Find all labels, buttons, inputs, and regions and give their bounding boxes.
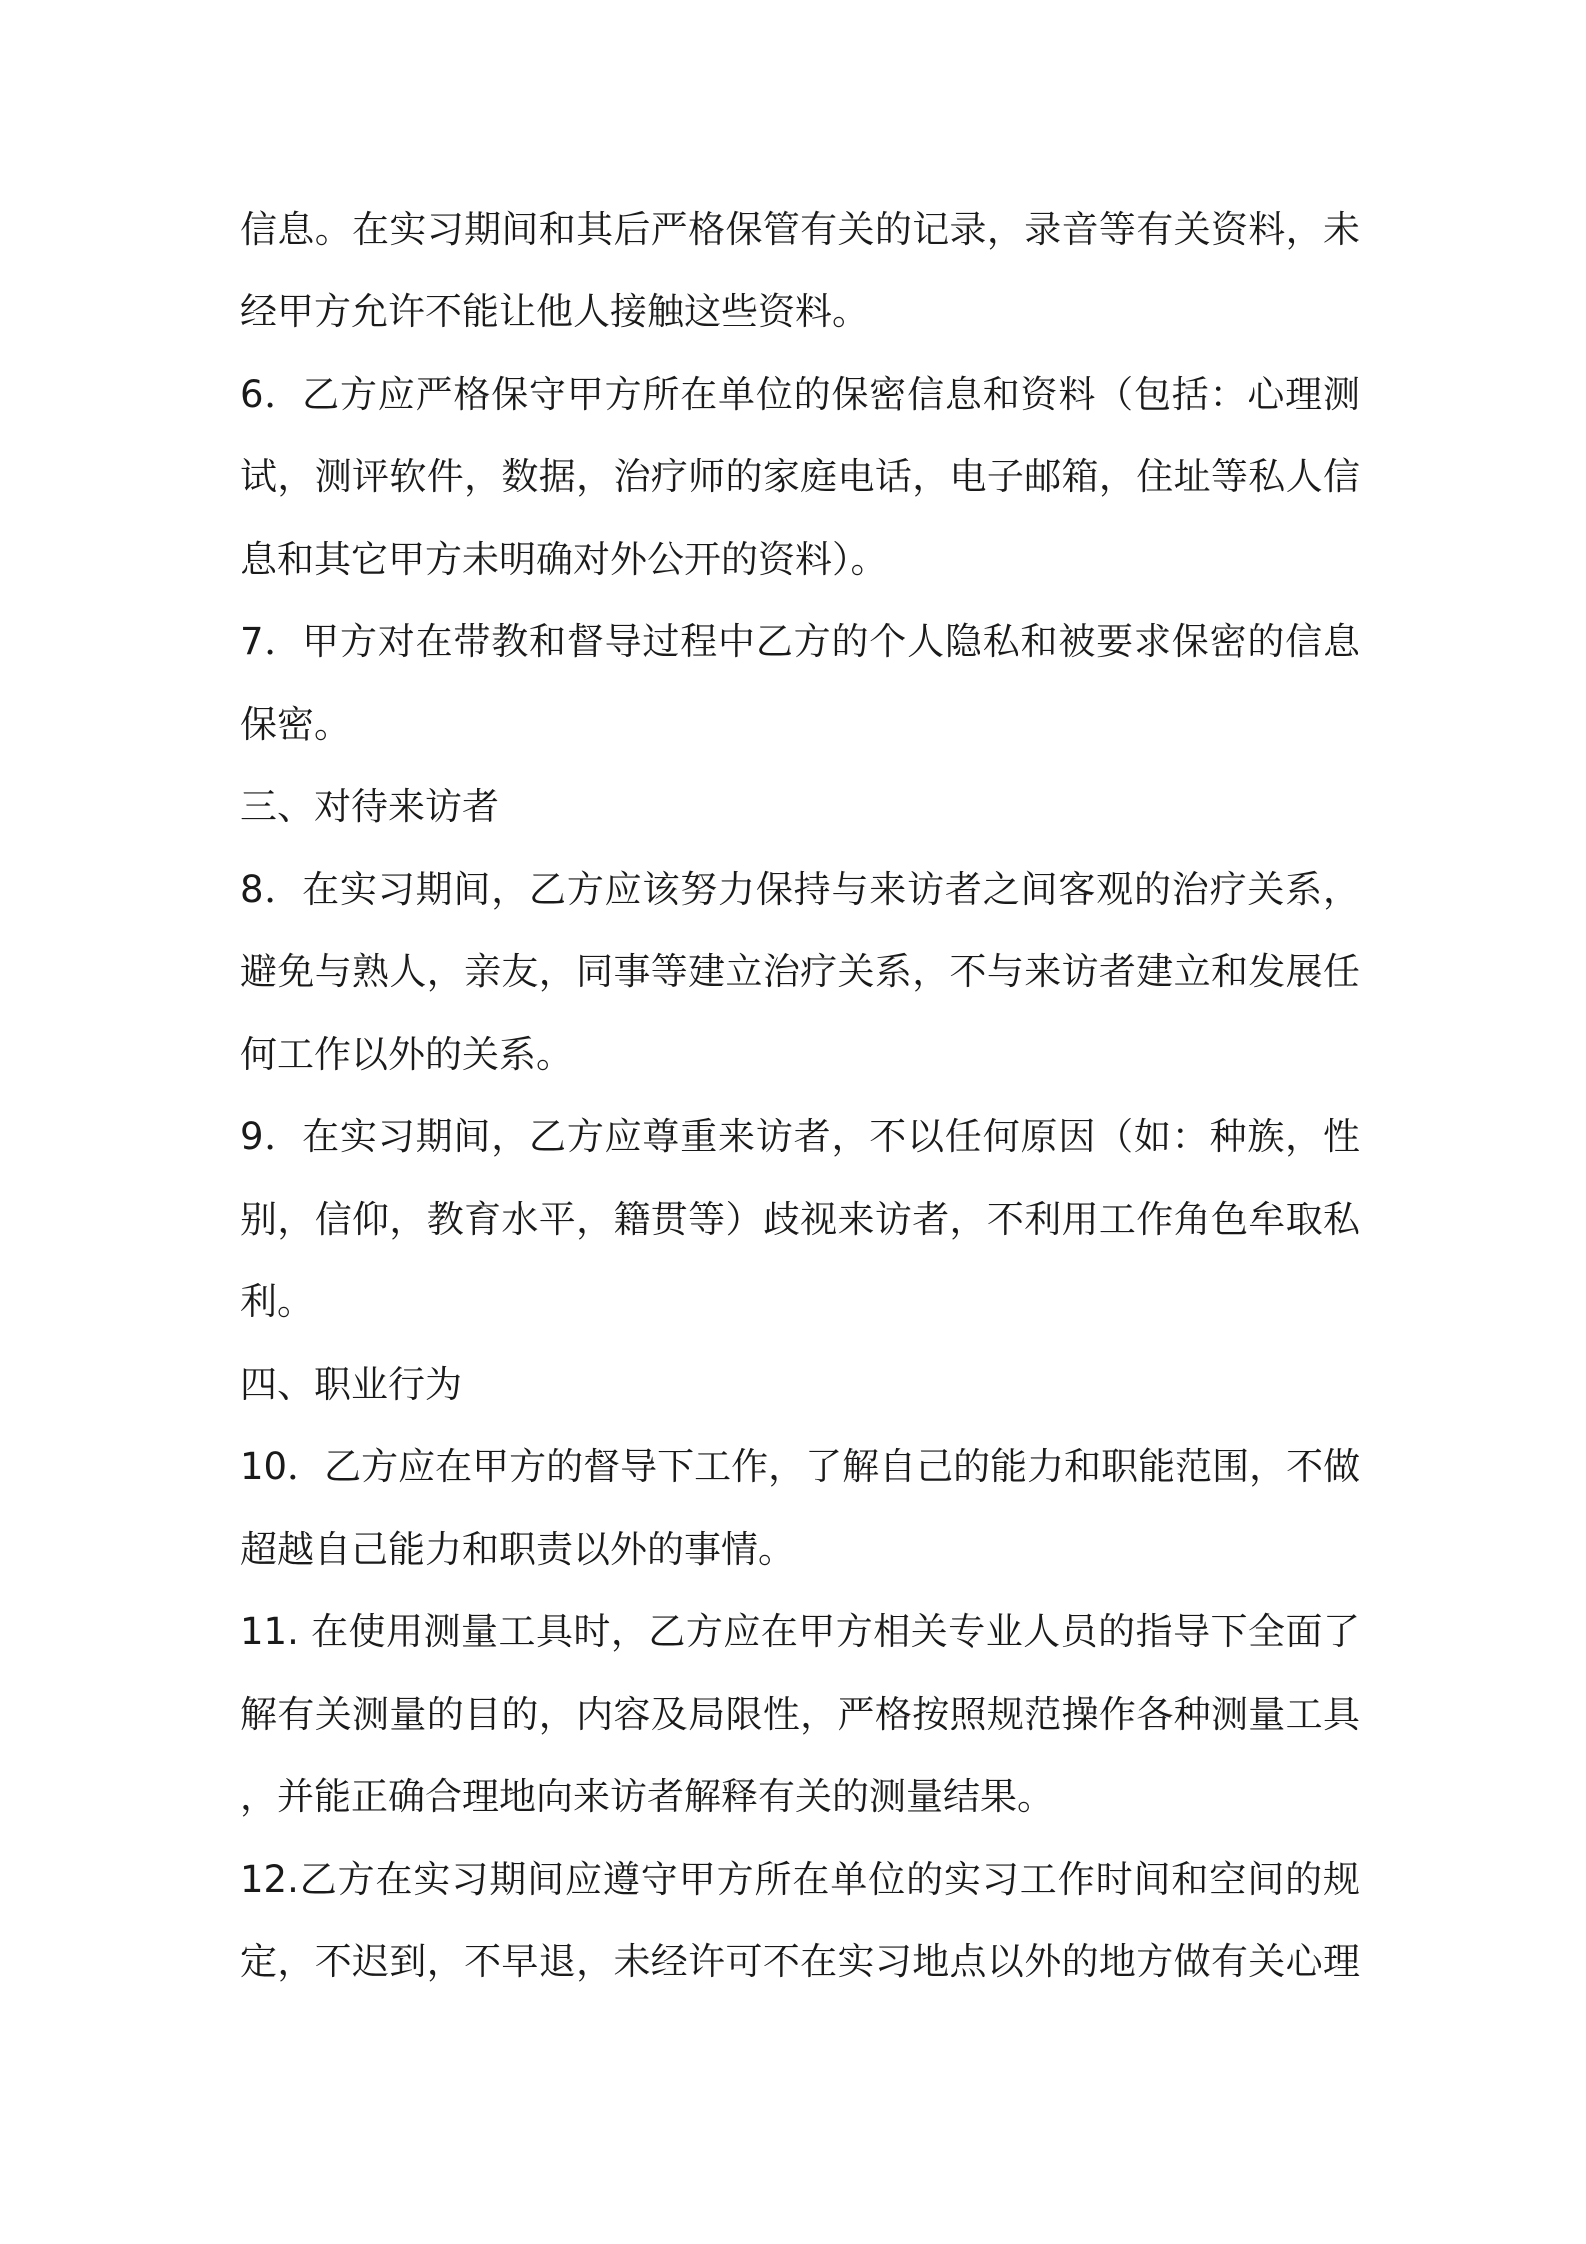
text-line: 7．甲方对在带教和督导过程中乙方的个人隐私和被要求保密的信息 — [240, 620, 1360, 663]
text-line: 别，信仰，教育水平，籍贯等）歧视来访者，不利用工作角色牟取私 — [240, 1198, 1360, 1241]
text-line: 8．在实习期间，乙方应该努力保持与来访者之间客观的治疗关系， — [240, 868, 1360, 911]
text-line: 信息。在实习期间和其后严格保管有关的记录，录音等有关资料，未 — [240, 208, 1360, 251]
section-heading: 三、对待来访者 — [240, 785, 499, 828]
text-line: 12.乙方在实习期间应遵守甲方所在单位的实习工作时间和空间的规 — [240, 1858, 1360, 1901]
text-line: 11. 在使用测量工具时，乙方应在甲方相关专业人员的指导下全面了 — [240, 1610, 1360, 1653]
text-line: 何工作以外的关系。 — [240, 1033, 573, 1076]
text-line: 经甲方允许不能让他人接触这些资料。 — [240, 290, 869, 333]
text-line: 定，不迟到，不早退，未经许可不在实习地点以外的地方做有关心理 — [240, 1940, 1360, 1983]
section-heading: 四、职业行为 — [240, 1363, 462, 1406]
text-line: 6．乙方应严格保守甲方所在单位的保密信息和资料（包括：心理测 — [240, 373, 1360, 416]
text-line: 避免与熟人，亲友，同事等建立治疗关系，不与来访者建立和发展任 — [240, 950, 1360, 993]
text-line: 保密。 — [240, 703, 351, 746]
text-line: 9．在实习期间，乙方应尊重来访者，不以任何原因（如：种族，性 — [240, 1115, 1360, 1158]
text-line: ，并能正确合理地向来访者解释有关的测量结果。 — [240, 1775, 1054, 1818]
text-line: 利。 — [240, 1280, 314, 1323]
text-line: 超越自己能力和职责以外的事情。 — [240, 1528, 795, 1571]
text-line: 试，测评软件，数据，治疗师的家庭电话，电子邮箱，住址等私人信 — [240, 455, 1360, 498]
text-line: 10．乙方应在甲方的督导下工作，了解自己的能力和职能范围，不做 — [240, 1445, 1361, 1488]
text-line: 解有关测量的目的，内容及局限性，严格按照规范操作各种测量工具 — [240, 1693, 1360, 1736]
text-line: 息和其它甲方未明确对外公开的资料）。 — [240, 538, 888, 581]
